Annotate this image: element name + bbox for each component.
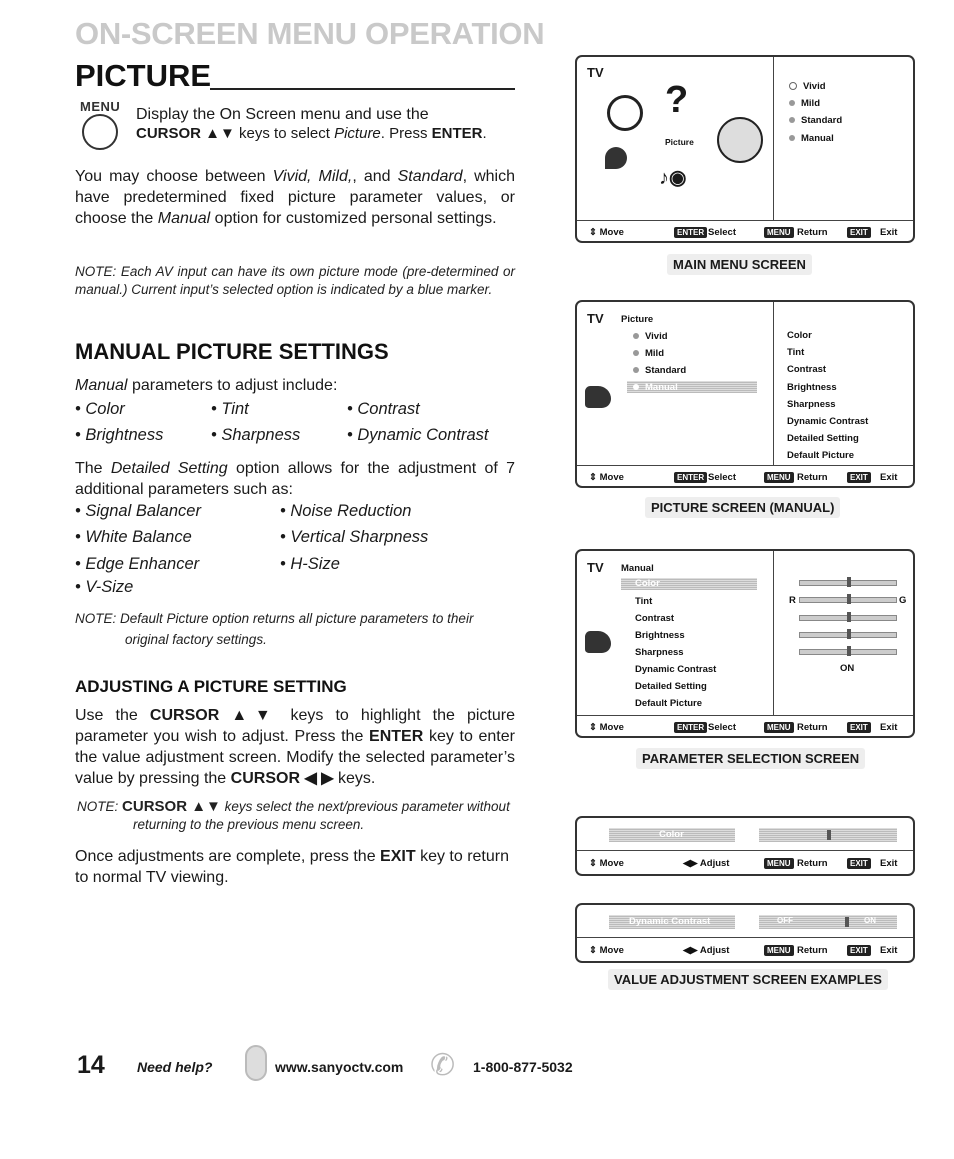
move-hint: ⇕ Move — [589, 227, 624, 238]
setup-tools-icon — [607, 95, 643, 131]
note-default-picture: NOTE: Default Picture option returns all picture parameters to their original factory settings. — [75, 611, 474, 647]
picture-title: Picture — [621, 314, 654, 325]
return-hint: Return — [797, 227, 828, 238]
screen-footer-line — [577, 715, 913, 716]
option-vivid: Vivid — [633, 331, 668, 342]
color-slider-knob — [847, 577, 851, 587]
bullet-signal-balancer: • Signal Balancer — [75, 502, 201, 520]
right-brightness: Brightness — [787, 382, 837, 393]
bullet-tint: • Tint — [211, 400, 249, 418]
detailed-setting-paragraph: The Detailed Setting option allows for the adjustment of 7 additional parameters such as: — [75, 460, 516, 498]
right-dynamic-contrast: Dynamic Contrast — [787, 416, 869, 427]
color-value-knob — [827, 830, 831, 840]
tint-g-label: G — [899, 595, 907, 606]
option-standard: Standard — [789, 115, 842, 126]
right-color: Color — [787, 330, 812, 341]
return-hint: Return — [797, 472, 828, 483]
section-title: ON-SCREEN MENU OPERATION — [75, 16, 545, 51]
main-menu-screen — [575, 55, 915, 243]
manual-title: Manual — [621, 563, 654, 574]
page-title: PICTURE — [75, 58, 212, 93]
phone-icon: ✆ — [430, 1049, 456, 1082]
menu-button-icon — [78, 99, 126, 153]
tv-label: TV — [587, 311, 604, 326]
menu-key: MENU — [764, 945, 794, 956]
option-vivid: Vivid — [789, 81, 826, 92]
right-sharpness: Sharpness — [787, 399, 836, 410]
screen-divider — [773, 551, 774, 715]
mouse-icon — [245, 1045, 267, 1081]
menu-icon-circle — [82, 114, 118, 150]
menu-key: MENU — [764, 722, 794, 733]
menu-icon-label: MENU — [80, 99, 121, 114]
picture-manual-screen — [575, 300, 915, 488]
screen-footer-line — [577, 220, 913, 221]
title-rule — [210, 88, 515, 90]
menu-key: MENU — [764, 227, 794, 238]
picture-icon-label: Picture — [665, 137, 694, 147]
note-cursor-keys: NOTE: CURSOR ▲▼ keys select the next/previous parameter without returning to the previous menu screen. — [77, 798, 510, 832]
tint-r-label: R — [789, 595, 796, 606]
parameter-selection-screen — [575, 549, 915, 738]
param-brightness: Brightness — [635, 630, 685, 641]
option-manual: Manual — [789, 133, 834, 144]
exit-hint: Exit — [880, 472, 898, 483]
value-label-dynamic-contrast: Dynamic Contrast — [629, 916, 711, 927]
value-adjust-dynamic-contrast-screen — [575, 903, 915, 963]
value-label-color: Color — [659, 829, 684, 840]
screen-footer-line — [577, 850, 913, 851]
enter-key: ENTER — [674, 227, 707, 238]
intro-line-2: CURSOR ▲▼ keys to select Picture. Press ENTER. — [136, 125, 487, 142]
move-hint: ⇕ Move — [589, 858, 624, 869]
brightness-slider-knob — [847, 629, 851, 639]
intro-line-1: Display the On Screen menu and use the — [136, 106, 429, 123]
page-number: 14 — [77, 1051, 105, 1079]
param-dynamic-contrast: Dynamic Contrast — [635, 664, 717, 675]
param-default-picture: Default Picture — [635, 698, 703, 709]
need-help-label: Need help? — [137, 1059, 213, 1075]
option-mild: Mild — [633, 348, 664, 359]
menu-key: MENU — [764, 472, 794, 483]
return-hint: Return — [797, 722, 828, 733]
exit-key: EXIT — [847, 227, 871, 238]
adjusting-paragraph: Use the CURSOR ▲▼ keys to highlight the picture parameter you wish to adjust. Press the ENTER key to enter the value adjustment screen. Modify the selected parameter’s value by pressing the CURSOR ◀ ▶ keys. — [75, 707, 516, 787]
tv-label: TV — [587, 65, 604, 80]
screen-divider — [773, 302, 774, 465]
right-tint: Tint — [787, 347, 805, 358]
dynamic-contrast-knob — [845, 917, 849, 927]
enter-key: ENTER — [674, 472, 707, 483]
sharpness-slider-knob — [847, 646, 851, 656]
param-detailed-setting: Detailed Setting — [635, 681, 707, 692]
bullet-sharpness: • Sharpness — [211, 426, 301, 444]
option-manual-selected: Manual — [633, 382, 678, 393]
value-on: ON — [864, 916, 876, 925]
move-hint: ⇕ Move — [589, 945, 624, 956]
param-sharpness: Sharpness — [635, 647, 684, 658]
parameter-selection-caption: PARAMETER SELECTION SCREEN — [636, 748, 865, 769]
picture-palette-icon — [585, 386, 611, 408]
right-contrast: Contrast — [787, 364, 827, 375]
return-hint: Return — [797, 858, 828, 869]
manual-intro: Manual parameters to adjust include: — [75, 377, 338, 394]
select-hint: Select — [708, 227, 736, 238]
screen-footer-line — [577, 465, 913, 466]
picture-palette-icon — [585, 631, 611, 653]
manual-settings-heading: MANUAL PICTURE SETTINGS — [75, 339, 389, 364]
option-standard: Standard — [633, 365, 686, 376]
exit-key: EXIT — [847, 858, 871, 869]
move-hint: ⇕ Move — [589, 722, 624, 733]
tint-slider-knob — [847, 594, 851, 604]
bullet-h-size: • H-Size — [280, 555, 340, 573]
note-av-input: NOTE: Each AV input can have its own picture mode (pre-determined or manual.) Current input’s selected option is indicated by a blue marker. — [75, 264, 515, 297]
screen-divider — [773, 57, 774, 220]
bullet-v-size: • V-Size — [75, 578, 134, 596]
exit-key: EXIT — [847, 722, 871, 733]
picture-manual-caption: PICTURE SCREEN (MANUAL) — [645, 497, 840, 518]
main-menu-caption: MAIN MENU SCREEN — [667, 254, 812, 275]
bullet-vertical-sharpness: • Vertical Sharpness — [280, 528, 429, 546]
value-off: OFF — [777, 916, 793, 925]
right-detailed-setting: Detailed Setting — [787, 433, 859, 444]
value-adjust-color-screen — [575, 816, 915, 876]
exit-hint: Exit — [880, 722, 898, 733]
bullet-brightness: • Brightness — [75, 426, 164, 444]
param-tint: Tint — [635, 596, 653, 607]
select-hint: Select — [708, 722, 736, 733]
website-link[interactable]: www.sanyoctv.com — [275, 1059, 404, 1075]
exit-hint: Exit — [880, 227, 898, 238]
exit-key: EXIT — [847, 472, 871, 483]
screen-footer-line — [577, 937, 913, 938]
value-adjust-caption: VALUE ADJUSTMENT SCREEN EXAMPLES — [608, 969, 888, 990]
final-paragraph: Once adjustments are complete, press the EXIT key to return to normal TV viewing. — [75, 848, 509, 886]
bullet-white-balance: • White Balance — [75, 528, 192, 546]
dynamic-contrast-value: ON — [840, 663, 855, 674]
sound-music-icon: ♪◉ — [659, 167, 687, 189]
bullet-edge-enhancer: • Edge Enhancer — [75, 555, 200, 573]
adjust-hint: ◀▶ Adjust — [683, 858, 730, 869]
exit-hint: Exit — [880, 945, 898, 956]
exit-hint: Exit — [880, 858, 898, 869]
menu-key: MENU — [764, 858, 794, 869]
param-contrast: Contrast — [635, 613, 675, 624]
right-default-picture: Default Picture — [787, 450, 855, 461]
help-question-icon: ? — [665, 79, 689, 121]
phone-number: 1-800-877-5032 — [473, 1059, 573, 1075]
satellite-dish-icon — [605, 147, 627, 169]
bullet-dynamic-contrast: • Dynamic Contrast — [347, 426, 489, 444]
move-hint: ⇕ Move — [589, 472, 624, 483]
bullet-contrast: • Contrast — [347, 400, 420, 418]
option-mild: Mild — [789, 98, 820, 109]
enter-key: ENTER — [674, 722, 707, 733]
tv-label: TV — [587, 560, 604, 575]
exit-key: EXIT — [847, 945, 871, 956]
adjust-hint: ◀▶ Adjust — [683, 945, 730, 956]
return-hint: Return — [797, 945, 828, 956]
param-color-selected: Color — [635, 578, 660, 589]
adjusting-heading: ADJUSTING A PICTURE SETTING — [75, 677, 347, 696]
bullet-noise-reduction: • Noise Reduction — [280, 502, 412, 520]
select-hint: Select — [708, 472, 736, 483]
bullet-color: • Color — [75, 400, 125, 418]
picture-modes-paragraph: You may choose between Vivid, Mild,, and Standard, which have predetermined fixed picture parameter values, or choose the Manual option for customized personal settings. — [75, 168, 515, 227]
picture-menu-icon — [717, 117, 763, 163]
contrast-slider-knob — [847, 612, 851, 622]
